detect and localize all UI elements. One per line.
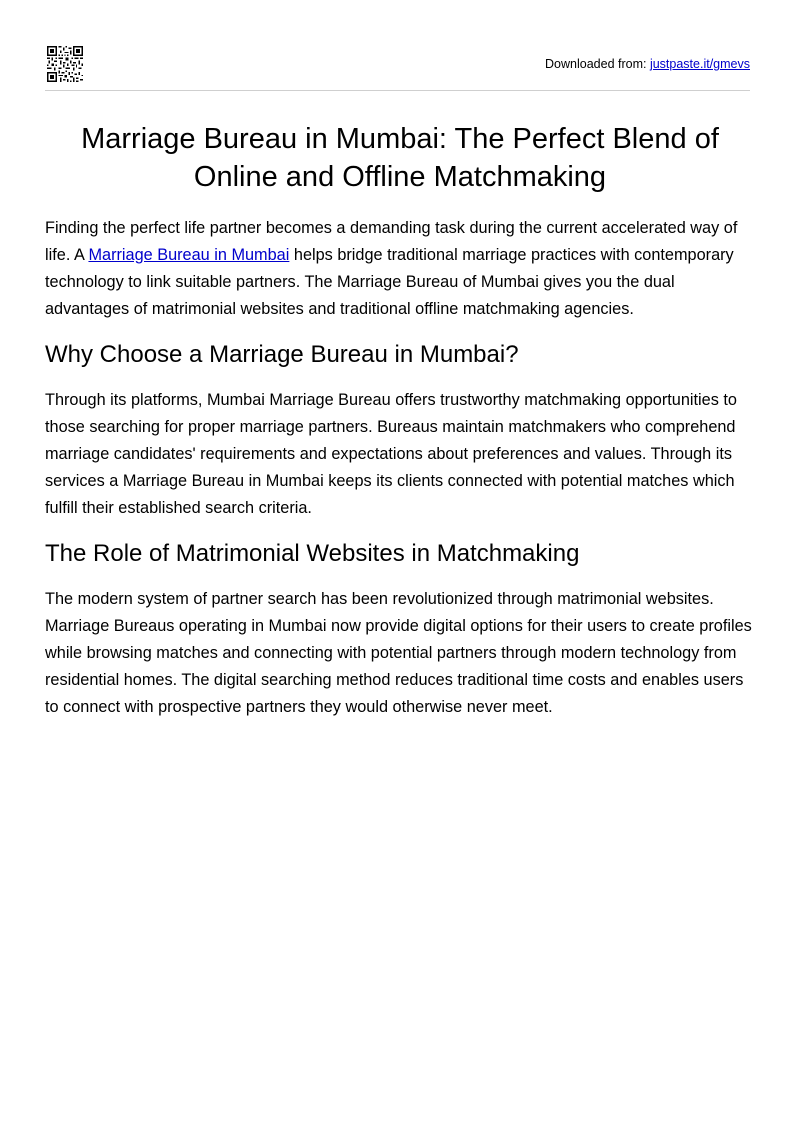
intro-paragraph	[45, 215, 755, 323]
marriage-bureau-link[interactable]: Marriage Bureau in Mumbai	[88, 246, 290, 264]
page-title: Marriage Bureau in Mumbai: The Perfect Blend of Online and Offline Matchmaking	[81, 123, 719, 193]
downloaded-from	[545, 57, 750, 71]
source-link[interactable]: justpaste.it/gmevs	[649, 57, 750, 71]
section-heading-matrimonial-websites: The Role of Matrimonial Websites in Matchmaking	[45, 540, 580, 567]
qr-code-icon[interactable]	[47, 46, 83, 82]
intro-text-before: Finding the perfect life partner becomes a demanding task during the current accelerated way of life. A	[45, 219, 738, 264]
section-heading-why-choose: Why Choose a Marriage Bureau in Mumbai?	[45, 341, 519, 368]
section-body-matrimonial-websites: The modern system of partner search has been revolutionized through matrimonial websites. Marriage Bureaus operating in Mumbai now provide digital options for their users to create profiles while browsing matches and connecting with potential partners through modern technology from residential homes. The digital searching method reduces traditional time costs and enables users to connect with prospective partners they would otherwise never meet.	[45, 590, 752, 716]
intro-text-after: helps bridge traditional marriage practices with contemporary technology to link suitable partners. The Marriage Bureau of Mumbai gives you the dual advantages of matrimonial websites and traditional offline matchmaking agencies.	[45, 246, 734, 318]
downloaded-prefix: Downloaded from:	[545, 57, 650, 71]
document-body	[45, 120, 755, 738]
page-header	[45, 46, 750, 91]
section-body-why-choose: Through its platforms, Mumbai Marriage Bureau offers trustworthy matchmaking opportunities to those searching for proper marriage partners. Bureaus maintain matchmakers who comprehend marriage candidates' requirements and expectations about preferences and values. Through its services a Marriage Bureau in Mumbai keeps its clients connected with potential matches which fulfill their established search criteria.	[45, 391, 737, 517]
